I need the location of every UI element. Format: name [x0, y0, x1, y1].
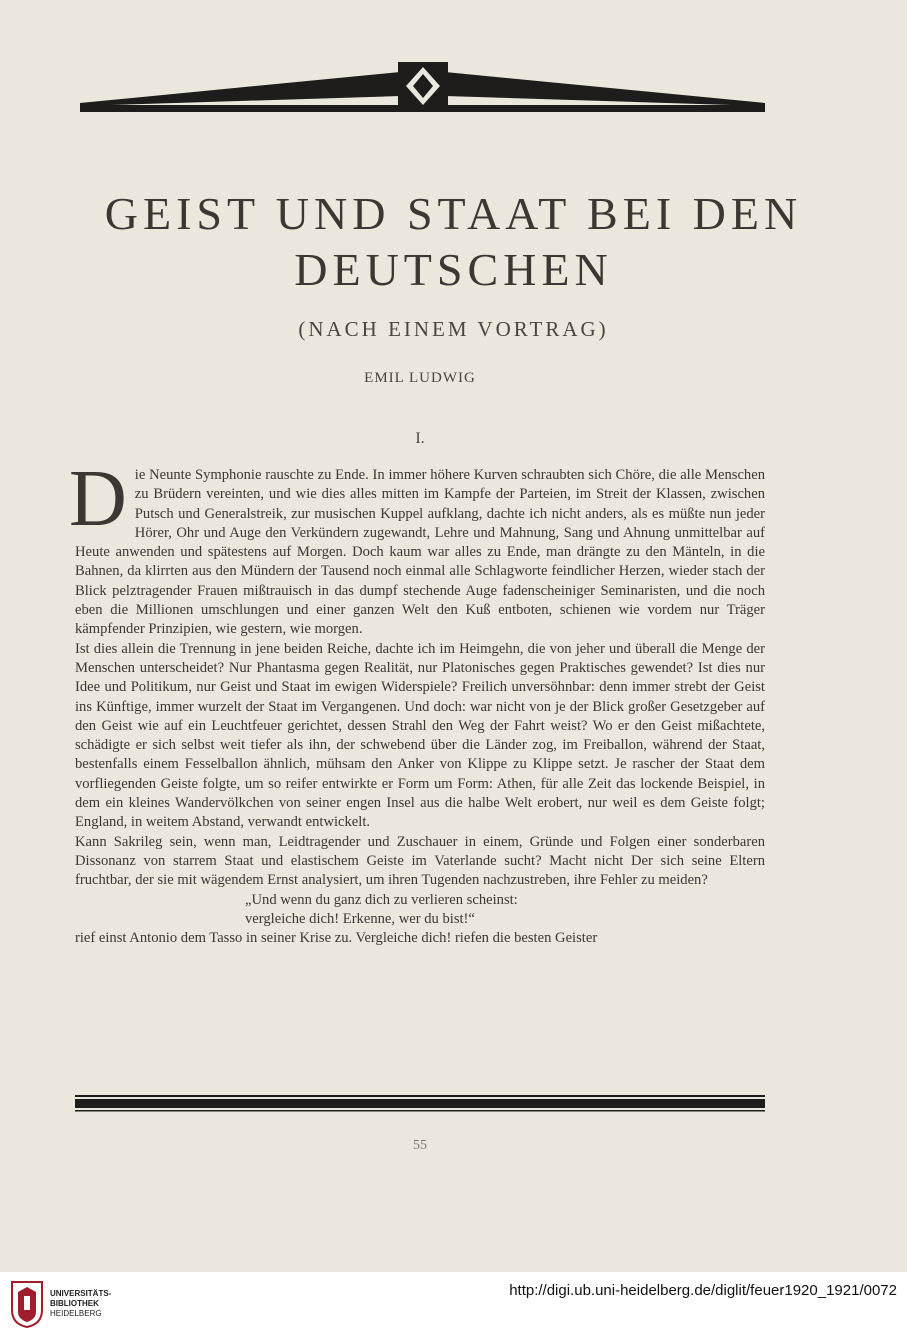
viewer-footer [0, 1272, 907, 1337]
library-line: UNIVERSITÄTS- [50, 1289, 112, 1298]
paragraph [69, 455, 765, 640]
page-number: 55 [413, 1138, 427, 1153]
author-name: EMIL LUDWIG [364, 370, 476, 386]
article-subtitle: (NACH EINEM VORTRAG) [298, 317, 609, 341]
section-number: I. [415, 430, 425, 447]
university-seal-icon [10, 1280, 44, 1328]
drop-cap: D [69, 455, 127, 543]
header-ornament [80, 58, 765, 116]
library-name [50, 1289, 111, 1319]
article-body [69, 455, 765, 948]
article-title: GEIST UND STAAT BEI DEN DEUTSCHEN [104, 188, 803, 295]
library-line: HEIDELBERG [50, 1309, 102, 1318]
verse-line: „Und wenn du ganz dich zu verlieren scheinst: [245, 891, 518, 908]
paragraph-text: ie Neunte Symphonie rauschte zu Ende. In immer höhere Kurven schraubten sich Chöre, die alle Menschen zu Brüdern vereinten, und wie dies alles mitten im Kampfe der Parteien, im Streit der Klassen, zwischen Putsch und Generalstreik, zur musischen Kuppel aufklang, dachte ich nicht anders, als es müßte nun jeder Hörer, Ohr und Auge den Verkündern zugewandt, Lehre und Mahnung, Sang und Ahnung unmittelbar auf Heute anwenden und spätestens auf Morgen. Doch kaum war alles zu Ende, man drängte zu den Mänteln, in die Bahnen, da klirrten aus den Mündern der Tausend noch einmal alle Schlagworte feindlicher Herzen, wieder stach der Blick pelztragender Frauen mißtrauisch in das dumpf stechende Auge fadenscheiniger Seminaristen, und die noch eben die Millionen umschlungen und einer ganzen Welt den Kuß entboten, schienen wie vordem nur Träger kämpfender Prinzipien, wie gestern, wie morgen. [75, 467, 765, 638]
footer-rule [75, 1093, 765, 1113]
paragraph: Ist dies allein die Trennung in jene beiden Reiche, dachte ich im Heimgehn, die von jeher und überall die Menge der Menschen unterscheidet? Nur Phantasma gegen Realität, nur Platonisches gegen Praktisches gewendet? Ist dies nur Idee und Politikum, nur Geist und Staat im ewigen Widerspiele? Freilich unversöhnbar: denn immer strebt der Geist ins Künftige, immer wurzelt der Staat im Vergangenen. Und doch: war nicht von je der Blick großer Gesetzgeber auf den Geist wie auf ein Leuchtfeuer gerichtet, dessen Strahl den Weg der Fahrt weist? Wo er den Geist mißachtete, schädigte er sich selbst weit tiefer als ihn, der schwebend über die Länder zog, im Freiballon, während der Staat, bestenfalls einem Fesselballon ähnlich, mühsam den Anker von Klippe zu Klippe setzt. Je rascher der Staat dem vorfliegenden Geiste folgte, um so reifer entwirkte er Form um Form: Athen, für alle Zeit das lockende Beispiel, in dem ein kleines Wandervölkchen von seiner engen Insel aus die halbe Welt erobert, nur weil es dem Geiste folgt; England, in weitem Abstand, verwandt entwickelt. [75, 640, 765, 831]
paragraph: Kann Sakrileg sein, wenn man, Leidtragender und Zuschauer in einem, Gründe und Folgen einer sonderbaren Dissonanz von starrem Staat und elastischem Geiste im Vaterlande sucht? Macht nicht Der sich seine Eltern fruchtbar, der sie mit wägendem Ernst analysiert, um ihren Tugenden nachzustreben, ihre Fehler zu meiden? [75, 833, 765, 889]
paragraph: rief einst Antonio dem Tasso in seiner Krise zu. Vergleiche dich! riefen die besten Geister [75, 930, 598, 947]
permalink[interactable]: http://digi.ub.uni-heidelberg.de/diglit/feuer1920_1921/0072 [509, 1282, 897, 1299]
library-line: BIBLIOTHEK [50, 1299, 99, 1308]
verse-line: vergleiche dich! Erkenne, wer du bist!“ [245, 910, 475, 927]
